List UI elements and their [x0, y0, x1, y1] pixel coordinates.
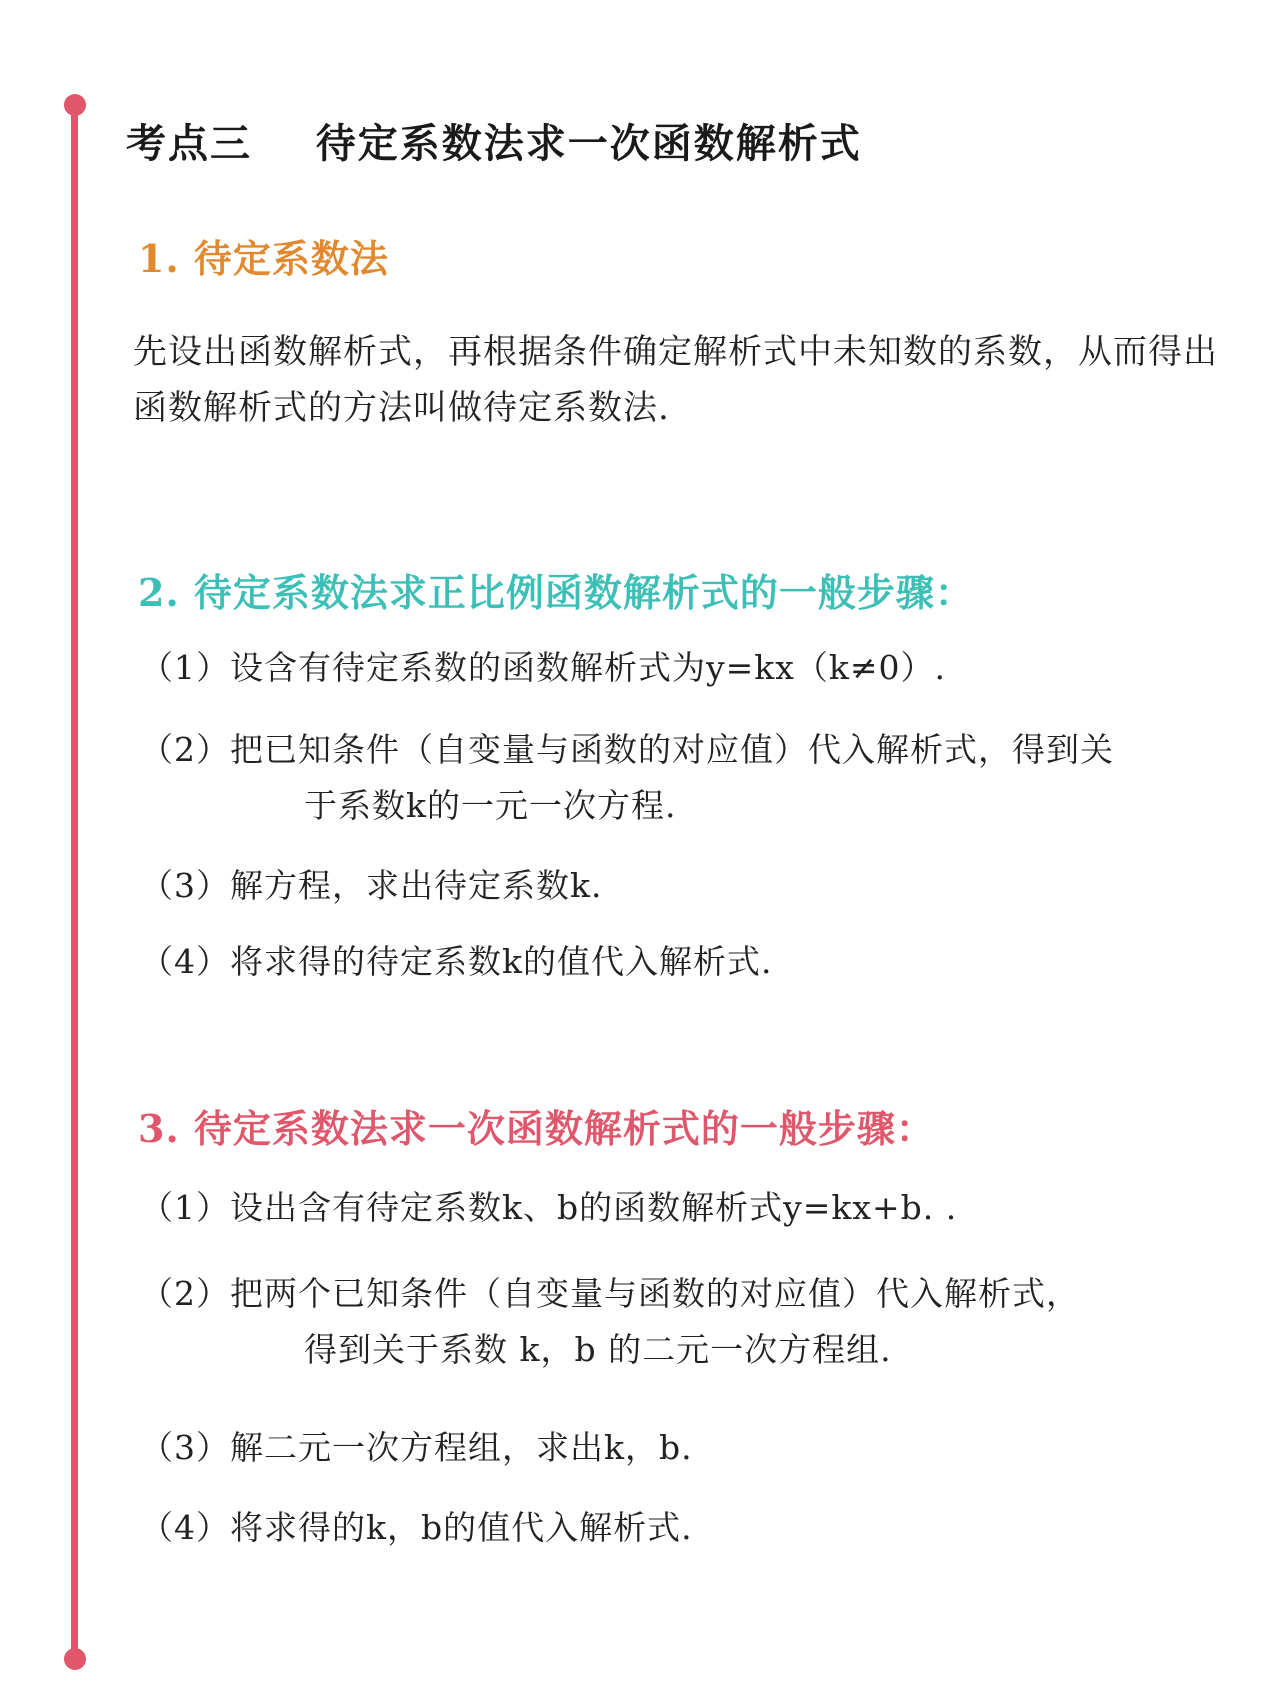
section-2-step-3	[140, 858, 602, 914]
section-1-heading: 1. 待定系数法	[138, 236, 389, 281]
section-3-step-4	[140, 1500, 693, 1556]
step-text: （3）解二元一次方程组，求出k，b.	[140, 1428, 693, 1467]
section-3-step-1	[140, 1180, 957, 1236]
section-2-step-4	[140, 934, 772, 990]
section-3-step-3	[140, 1420, 693, 1476]
section-2-heading: 2. 待定系数法求正比例函数解析式的一般步骤：	[138, 570, 974, 615]
timeline-dot-bottom	[64, 1648, 86, 1670]
step-continuation: 于系数k的一元一次方程.	[304, 786, 677, 825]
step-text: （4）将求得的k，b的值代入解析式.	[140, 1508, 693, 1547]
section-3-heading: 3. 待定系数法求一次函数解析式的一般步骤：	[138, 1106, 935, 1151]
step-text: （1）设含有待定系数的函数解析式为y=kx（k≠0）.	[140, 648, 947, 687]
section-1-paragraph: 先设出函数解析式，再根据条件确定解析式中未知数的系数，从而得出函数解析式的方法叫做待定系数法.	[133, 332, 1218, 428]
step-text: （4）将求得的待定系数k的值代入解析式.	[140, 942, 773, 981]
step-text: （2）把两个已知条件（自变量与函数的对应值）代入解析式，	[140, 1274, 1080, 1313]
step-text: （3）解方程，求出待定系数k.	[140, 866, 603, 905]
section-2-step-2	[140, 722, 1114, 834]
timeline-line	[71, 104, 78, 1662]
step-text: （2）把已知条件（自变量与函数的对应值）代入解析式，得到关	[140, 730, 1114, 769]
step-continuation: 得到关于系数 k，b 的二元一次方程组.	[304, 1330, 892, 1369]
page-title: 考点三 待定系数法求一次函数解析式	[126, 121, 862, 167]
section-3-step-2	[140, 1266, 1080, 1378]
section-2-step-1	[140, 640, 946, 696]
timeline-dot-top	[64, 94, 86, 116]
step-text: （1）设出含有待定系数k、b的函数解析式y=kx+b. .	[140, 1188, 958, 1227]
